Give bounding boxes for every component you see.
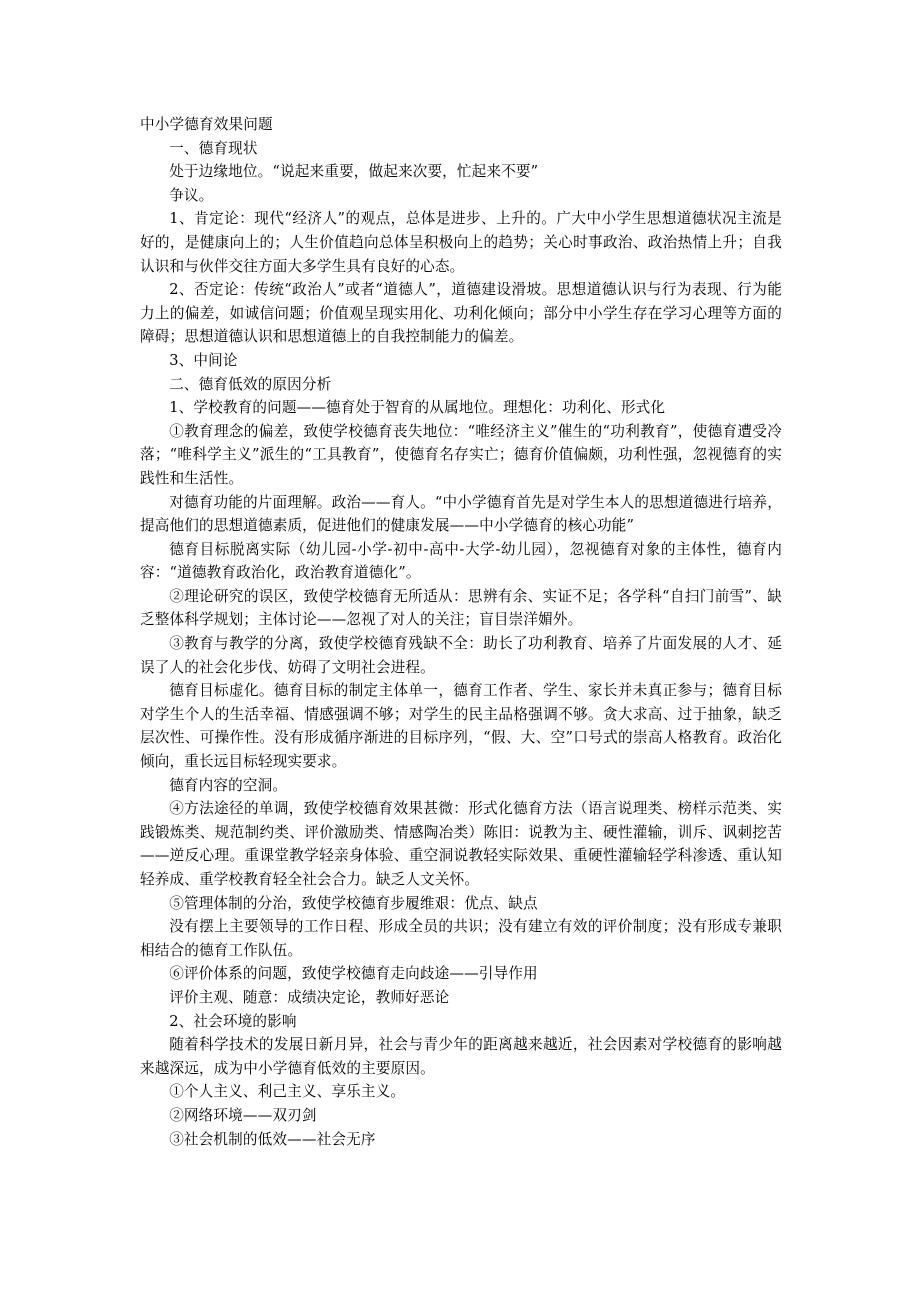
paragraph: 德育内容的空洞。 — [169, 776, 288, 794]
paragraph: 2、否定论：传统“政治人”或者“道德人”，道德建设滑坡。思想道德认识与行为表现、行为能力上的偏差，如诚信问题；价值观呈现实用化、功利化倾向；部分中小学生存在学习心理等方面的障碍；思想道德认识和思想道德上的自我控制能力的偏差。 — [140, 281, 782, 346]
paragraph: 没有摆上主要领导的工作日程、形成全员的共识；没有建立有效的评价制度；没有形成专兼职相结合的德育工作队伍。 — [140, 918, 782, 959]
paragraph: ②网络环境——双刃剑 — [169, 1106, 317, 1124]
paragraph: 评价主观、随意：成绩决定论，教师好恶论 — [169, 988, 450, 1006]
paragraph: ①个人主义、利己主义、享乐主义。 — [169, 1083, 406, 1101]
paragraph: ⑥评价体系的问题，致使学校德育走向歧途——引导作用 — [169, 965, 538, 983]
section-heading: 一、德育现状 — [169, 139, 258, 157]
document-page — [140, 113, 782, 1151]
paragraph: 3、中间论 — [169, 351, 238, 369]
paragraph: 2、社会环境的影响 — [169, 1012, 297, 1030]
paragraph: 对德育功能的片面理解。政治——育人。“中小学德育首先是对学生本人的思想道德进行培养，提高他们的思想道德素质，促进他们的健康发展——中小学德育的核心功能” — [140, 493, 782, 535]
paragraph: 随着科学技术的发展日新月异，社会与青少年的距离越来越近，社会因素对学校德育的影响越来越深远，成为中小学德育低效的主要原因。 — [140, 1036, 782, 1077]
paragraph: 1、肯定论：现代“经济人”的观点，总体是进步、上升的。广大中小学生思想道德状况主流是好的，是健康向上的；人生价值趋向总体呈积极向上的趋势；关心时事政治、政治热情上升；自我认识和与伙伴交往方面大多学生具有良好的心态。 — [140, 210, 782, 275]
paragraph: 争议。 — [169, 186, 214, 204]
paragraph: ③教育与教学的分离，致使学校德育残缺不全：助长了功利教育、培养了片面发展的人才、延误了人的社会化步伐、妨碍了文明社会进程。 — [140, 635, 782, 676]
paragraph: ①教育理念的偏差，致使学校德育丧失地位：“唯经济主义”催生的“功利教育”，使德育遭受冷落；“唯科学主义”派生的“工具教育”，使德育名存实亡；德育价值偏颇，功利性强，忽视德育的实践性和生活性。 — [140, 422, 782, 487]
paragraph: 1、学校教育的问题——德育处于智育的从属地位。理想化：功利化、形式化 — [169, 399, 666, 417]
paragraph: ②理论研究的误区，致使学校德育无所适从：思辨有余、实证不足；各学科“自扫门前雪”、缺乏整体科学规划；主体讨论——忽视了对人的关注；盲目崇洋媚外。 — [140, 587, 782, 629]
paragraph: 德育目标脱离实际（幼儿园-小学-初中-高中-大学-幼儿园），忽视德育对象的主体性，德育内容：“道德教育政治化，政治教育道德化”。 — [140, 540, 782, 582]
paragraph: 处于边缘地位。“说起来重要，做起来次要，忙起来不要” — [169, 163, 539, 181]
document-title: 中小学德育效果问题 — [140, 116, 273, 133]
section-heading: 二、德育低效的原因分析 — [169, 375, 332, 393]
paragraph: 德育目标虚化。德育目标的制定主体单一，德育工作者、学生、家长并未真正参与；德育目标对学生个人的生活幸福、情感强调不够；对学生的民主品格强调不够。贪大求高、过于抽象，缺乏层次性、可操作性。没有形成循序渐进的目标序列，“假、大、空”口号式的崇高人格教育。政治化倾向，重长远目标轻现实要求。 — [140, 682, 782, 771]
paragraph: ⑤管理体制的分治，致使学校德育步履维艰：优点、缺点 — [169, 894, 538, 912]
paragraph: ③社会机制的低效——社会无序 — [169, 1130, 376, 1148]
paragraph: ④方法途径的单调，致使学校德育效果甚微：形式化德育方法（语言说理类、榜样示范类、实践锻炼类、规范制约类、评价激励类、情感陶冶类）陈旧：说教为主、硬性灌输，训斥、讽刺挖苦——逆反心理。重课堂教学轻亲身体验、重空洞说教轻实际效果、重硬性灌输轻学科渗透、重认知轻养成、重学校教育轻全社会合力。缺乏人文关怀。 — [140, 800, 782, 888]
